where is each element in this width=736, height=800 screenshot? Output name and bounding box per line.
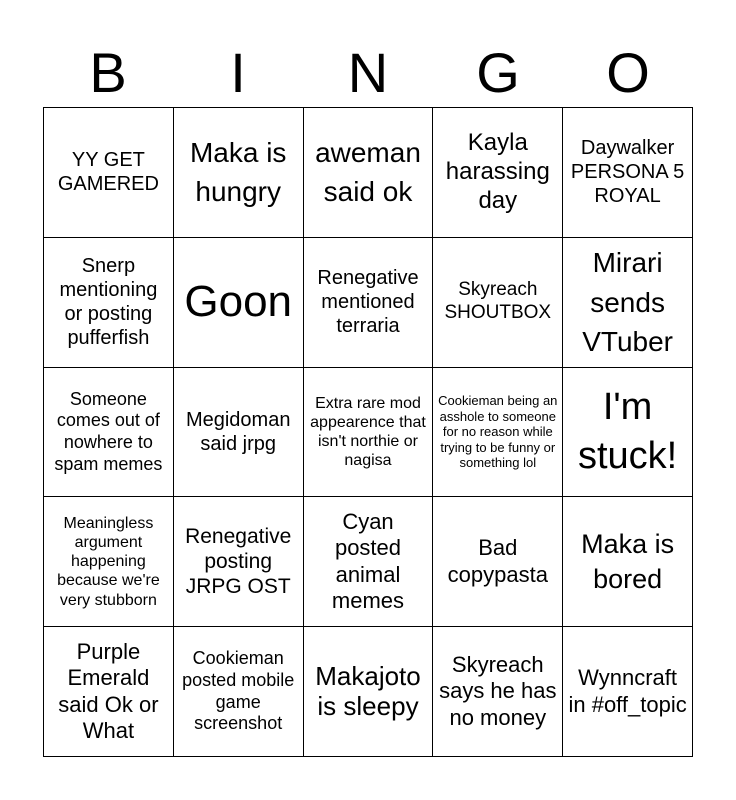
cell-text: Snerp mentioning or posting pufferfish [59, 255, 158, 350]
bingo-cell[interactable] [433, 497, 563, 627]
cell-text: Kayla harassing day [445, 129, 550, 214]
cell-text: Maka is bored [581, 528, 675, 594]
bingo-cell[interactable] [174, 238, 304, 368]
bingo-cell[interactable] [563, 497, 693, 627]
cell-text: Daywalker PERSONA 5 ROYAL [570, 137, 685, 208]
bingo-cell[interactable] [44, 108, 174, 238]
bingo-cell[interactable] [433, 108, 563, 238]
cell-text: YY GET GAMERED [57, 149, 159, 196]
cell-text: Someone comes out of nowhere to spam memes [54, 388, 163, 474]
bingo-cell[interactable] [44, 238, 174, 368]
header-letter-n: N [347, 41, 389, 104]
bingo-cell[interactable] [563, 238, 693, 368]
cell-text: Megidoman said jrpg [185, 408, 291, 455]
bingo-cell[interactable] [304, 238, 434, 368]
bingo-cell[interactable] [433, 368, 563, 498]
bingo-cell[interactable] [44, 368, 174, 498]
cell-text: Purple Emerald said Ok or What [58, 638, 159, 743]
bingo-cell[interactable] [44, 497, 174, 627]
bingo-cell[interactable] [563, 368, 693, 498]
cell-text: Maka is hungry [189, 137, 287, 208]
cell-text: Mirari sends VTuber [582, 247, 673, 357]
cell-text: Renegative posting JRPG OST [185, 525, 292, 599]
bingo-cell[interactable] [304, 368, 434, 498]
cell-text: Wynncraft in #off_topic [568, 665, 687, 717]
cell-text: Skyreach SHOUTBOX [444, 279, 552, 324]
cell-text: aweman said ok [315, 137, 421, 208]
bingo-cell[interactable] [304, 497, 434, 627]
bingo-cell[interactable] [44, 627, 174, 757]
cell-text: Skyreach says he has no money [439, 652, 557, 730]
cell-text: I'm stuck! [577, 385, 678, 477]
bingo-cell[interactable] [174, 497, 304, 627]
cell-text: Extra rare mod appearence that isn't northie or nagisa [310, 394, 426, 470]
header-letter-g: G [476, 41, 520, 104]
bingo-cell[interactable] [174, 627, 304, 757]
bingo-cell[interactable] [304, 108, 434, 238]
cell-text: Bad copypasta [447, 535, 548, 587]
bingo-grid [43, 107, 693, 757]
header-letter-i: I [230, 41, 246, 104]
cell-text: Renegative mentioned terraria [317, 267, 419, 338]
bingo-cell[interactable] [563, 627, 693, 757]
cell-text: Meaningless argument happening because we're very stubborn [57, 514, 160, 609]
bingo-cell[interactable] [433, 238, 563, 368]
cell-text: Cyan posted animal memes [331, 509, 405, 614]
bingo-cell[interactable] [304, 627, 434, 757]
cell-text: Cookieman being an asshole to someone for no reason while trying to be funny or something lol [438, 393, 558, 471]
bingo-cell[interactable] [174, 108, 304, 238]
cell-text: Cookieman posted mobile game screenshot [182, 648, 295, 734]
header-letter-b: B [89, 41, 127, 104]
bingo-cell[interactable] [433, 627, 563, 757]
bingo-cell[interactable] [174, 368, 304, 498]
bingo-cell[interactable] [563, 108, 693, 238]
cell-text: Goon [184, 276, 293, 326]
header-letter-o: O [606, 41, 650, 104]
bingo-header [43, 40, 693, 106]
cell-text: Makajoto is sleepy [315, 660, 421, 721]
